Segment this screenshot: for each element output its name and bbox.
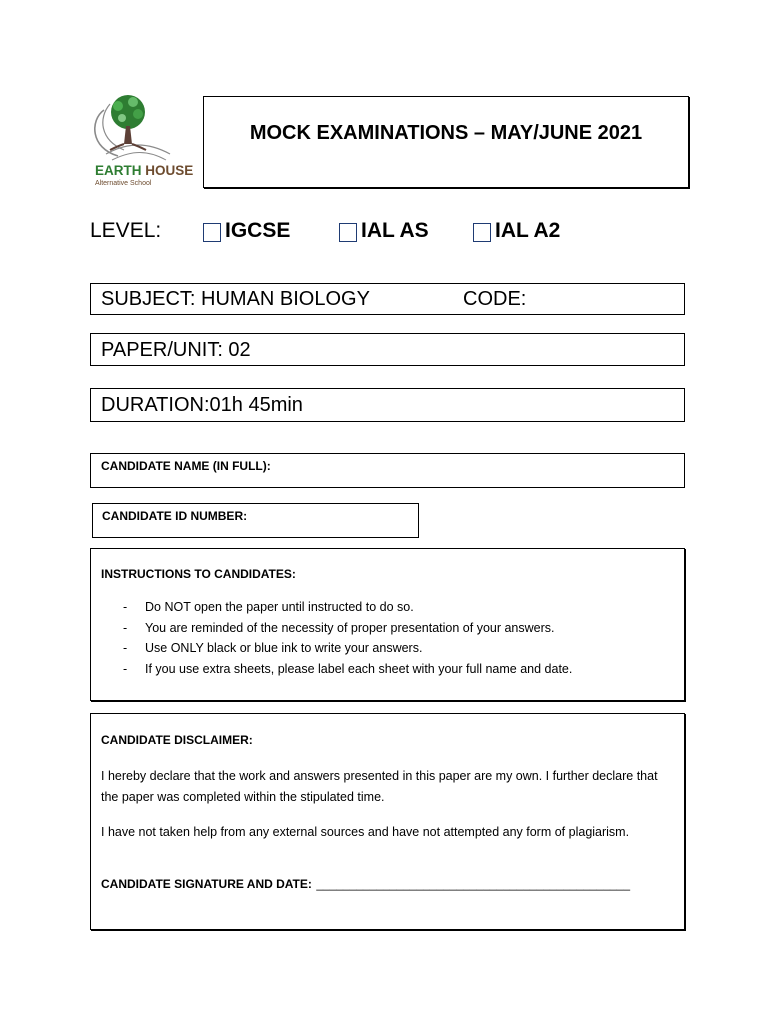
list-item: - Do NOT open the paper until instructed to do so. <box>123 600 414 614</box>
disclaimer-paragraph-2: I have not taken help from any external sources and have not attempted any form of plagiarism. <box>101 825 630 839</box>
signature-line[interactable]: _______________________________________________ <box>316 877 631 891</box>
tree-icon <box>88 90 188 162</box>
checkbox-ial-a2[interactable] <box>473 223 491 242</box>
instruction-text: Do NOT open the paper until instructed to do so. <box>145 600 414 614</box>
disclaimer-heading: CANDIDATE DISCLAIMER: <box>101 733 253 747</box>
duration-field[interactable] <box>90 388 685 422</box>
candidate-name-field[interactable] <box>90 453 685 488</box>
disclaimer-paragraph-1: I hereby declare that the work and answers presented in this paper are my own. I further declare that the paper was completed within the stipulated time. <box>101 769 658 804</box>
code-label: CODE: <box>463 288 527 310</box>
school-logo <box>88 90 194 190</box>
list-item: - If you use extra sheets, please label each sheet with your full name and date. <box>123 661 573 676</box>
paper-unit-label: PAPER/UNIT: 02 <box>101 339 251 361</box>
brand-name <box>95 163 193 178</box>
duration-label: DURATION:01h 45min <box>101 394 303 416</box>
level-option-igcse: IGCSE <box>225 219 291 242</box>
exam-title: MOCK EXAMINATIONS – MAY/JUNE 2021 <box>249 122 643 144</box>
subject-field[interactable] <box>90 283 685 315</box>
brand-word-house: HOUSE <box>145 163 194 178</box>
exam-title-box <box>203 96 689 188</box>
subject-label: SUBJECT: HUMAN BIOLOGY <box>101 288 370 310</box>
instructions-heading: INSTRUCTIONS TO CANDIDATES: <box>101 567 296 581</box>
candidate-name-label: CANDIDATE NAME (IN FULL): <box>101 459 271 473</box>
candidate-id-label: CANDIDATE ID NUMBER: <box>102 509 248 523</box>
paper-unit-field[interactable] <box>90 333 685 366</box>
disclaimer-box <box>90 713 685 930</box>
signature-row <box>101 875 630 893</box>
instruction-text: Use ONLY black or blue ink to write your answers. <box>145 641 423 655</box>
list-item: - You are reminded of the necessity of proper presentation of your answers. <box>123 620 555 635</box>
instructions-box <box>90 548 685 701</box>
level-option-ial-a2: IAL A2 <box>495 219 561 242</box>
candidate-id-field[interactable] <box>92 503 419 538</box>
list-item: - Use ONLY black or blue ink to write your answers. <box>123 641 423 655</box>
instruction-text: If you use extra sheets, please label each sheet with your full name and date. <box>145 661 573 676</box>
brand-word-earth: EARTH <box>95 163 142 178</box>
level-option-ial-as: IAL AS <box>361 219 429 242</box>
checkbox-igcse[interactable] <box>203 223 221 242</box>
level-label: LEVEL: <box>90 219 162 242</box>
instruction-text: You are reminded of the necessity of proper presentation of your answers. <box>145 620 555 635</box>
instructions-list <box>123 597 572 679</box>
signature-label: CANDIDATE SIGNATURE AND DATE: <box>101 877 312 891</box>
brand-tagline: Alternative School <box>95 180 152 187</box>
checkbox-ial-as[interactable] <box>339 223 357 242</box>
